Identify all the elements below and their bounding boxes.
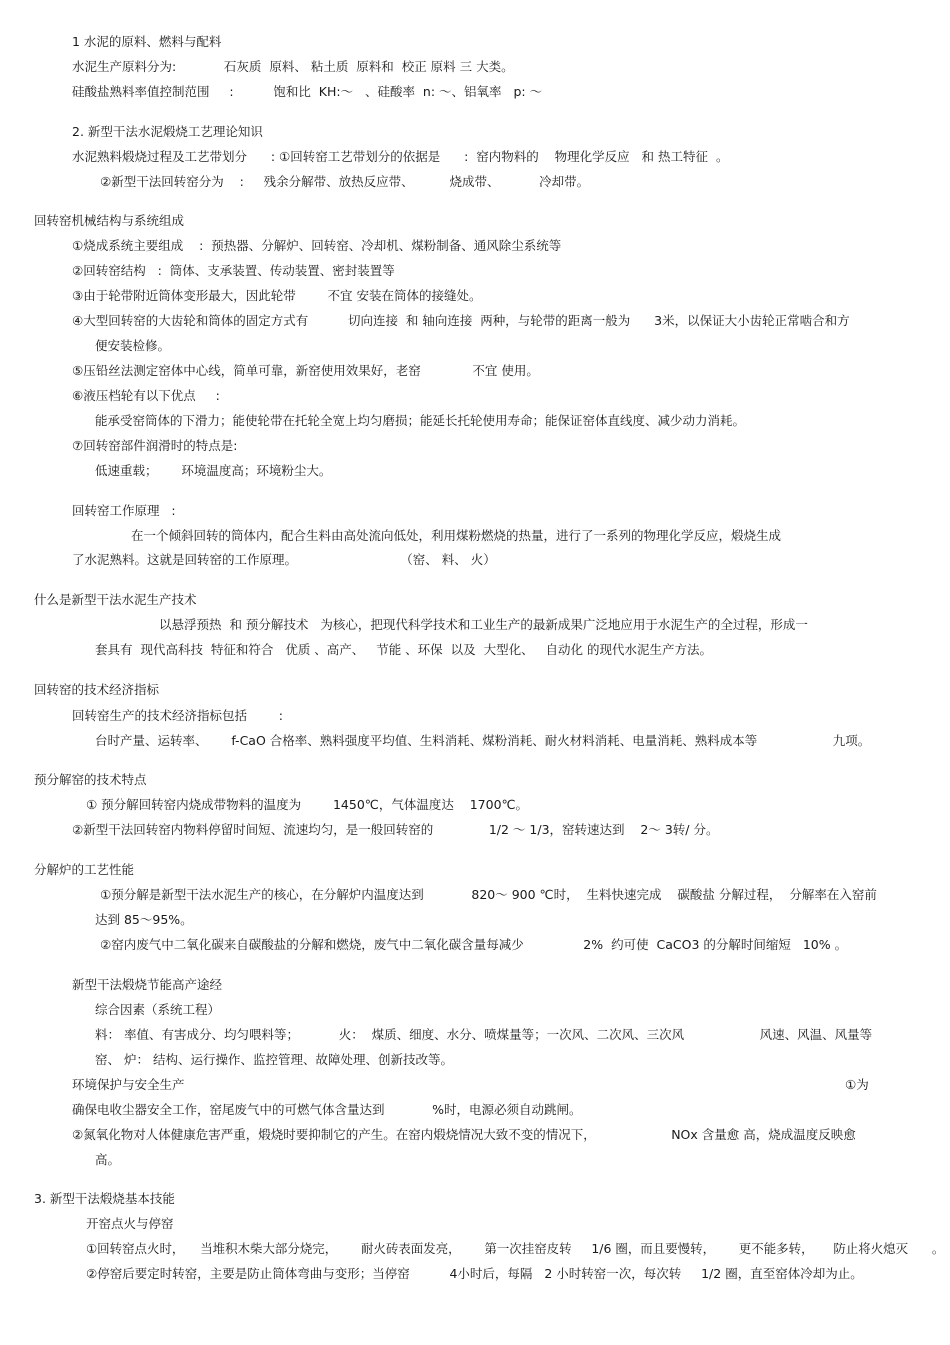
text-line <box>72 388 220 404</box>
text-line-content: 达到 85～95%。 <box>95 912 193 927</box>
text-line <box>95 413 745 429</box>
text-line <box>34 682 159 698</box>
text-line <box>72 1102 582 1118</box>
text-line-content: 2. 新型干法水泥煅烧工艺理论知识 <box>72 124 263 139</box>
text-line <box>72 822 718 838</box>
text-line <box>86 1241 944 1257</box>
text-line-content: 新型干法煅烧节能高产途经 <box>72 977 223 992</box>
text-line-content: ① 预分解回转窑内烧成带物料的温度为 1450℃，气体温度达 1700℃。 <box>86 797 529 812</box>
text-line <box>72 238 561 254</box>
text-line-content: 回转窑机械结构与系统组成 <box>34 213 185 228</box>
text-line <box>72 149 728 165</box>
text-line <box>72 708 283 724</box>
text-line-content: 料： 率值、有害成分、均匀喂料等； 火： 煤质、细度、水分、喷煤量等；一次风、二次风、三次风 风速、风温、风量等 <box>95 1027 873 1042</box>
text-line-content: 硅酸盐熟料率值控制范围 : 饱和比 KH:～ 、硅酸率 n: ～、铝氧率 p: ～ <box>72 84 543 99</box>
text-line <box>34 592 197 608</box>
text-line <box>95 463 331 479</box>
text-line-content: 了水泥熟料。这就是回转窑的工作原理。 （窑、 料、 火） <box>72 552 496 567</box>
text-line <box>95 912 193 928</box>
text-line-content: 能承受窑筒体的下滑力；能使轮带在托轮全宽上均匀磨损；能延长托轮使用寿命；能保证窑体直线度、减少动力消耗。 <box>95 413 746 428</box>
text-line <box>72 552 496 568</box>
text-line-content: ⑤压铅丝法测定窑体中心线，简单可靠，新窑使用效果好，老窑 不宜 使用。 <box>72 363 539 378</box>
text-line-content: 什么是新型干法水泥生产技术 <box>34 592 197 607</box>
text-line <box>95 1002 220 1018</box>
text-line-content: 预分解窑的技术特点 <box>34 772 147 787</box>
text-line <box>72 363 539 379</box>
text-line-content: ①烧成系统主要组成 : 预热器、分解炉、回转窑、冷却机、煤粉制备、通风除尘系统等 <box>72 238 562 253</box>
text-line <box>86 797 528 813</box>
text-line <box>95 733 870 749</box>
text-line <box>100 937 847 953</box>
text-line-content: 在一个倾斜回转的筒体内，配合生料由高处流向低处，利用煤粉燃烧的热量，进行了一系列的物理化学反应，煅烧生成 <box>131 528 782 543</box>
text-line <box>72 288 481 304</box>
text-line-content: 便安装检修。 <box>95 338 171 353</box>
text-line <box>72 34 221 50</box>
text-line-content: 回转窑生产的技术经济指标包括 : <box>72 708 283 723</box>
text-line <box>72 313 850 329</box>
text-line-content: 分解炉的工艺性能 <box>34 862 135 877</box>
text-line-content: 回转窑的技术经济指标 <box>34 682 160 697</box>
text-line-content: 3. 新型干法煅烧基本技能 <box>34 1191 175 1206</box>
text-line-content: ①为 <box>845 1077 869 1092</box>
text-line <box>95 1052 453 1068</box>
text-line <box>34 1191 175 1207</box>
text-line <box>86 1266 863 1282</box>
text-line-content: 综合因素（系统工程） <box>95 1002 221 1017</box>
text-line-content: ②停窑后要定时转窑，主要是防止筒体弯曲与变形；当停窑 4小时后，每隔 2 小时转窑一次，每次转 1/2 圈，直至窑体冷却为止。 <box>86 1266 863 1281</box>
text-line <box>72 503 176 519</box>
text-line <box>86 1216 174 1232</box>
text-line <box>72 263 395 279</box>
text-line-content: ②氮氧化物对人体健康危害严重，煅烧时要抑制它的产生。在窑内煅烧情况大致不变的情况下， NOx 含量愈 高，烧成温度反映愈 <box>72 1127 856 1142</box>
text-line <box>72 84 542 100</box>
text-line-content: ⑦回转窑部件润滑时的特点是: <box>72 438 238 453</box>
text-line-content: 确保电收尘器安全工作，窑尾废气中的可燃气体含量达到 %时，电源必须自动跳闸。 <box>72 1102 582 1117</box>
text-line-content: 水泥生产原料分为: 石灰质 原料、 粘土质 原料和 校正 原料 三 大类。 <box>72 59 514 74</box>
text-line-content: ②窑内废气中二氧化碳来自碳酸盐的分解和燃烧，废气中二氧化碳含量每减少 2% 约可使 CaCO3 的分解时间缩短 10% 。 <box>100 937 848 952</box>
text-line <box>34 772 147 788</box>
text-line-content: ②新型干法回转窑分为 : 残余分解带、放热反应带、 烧成带、 冷却带。 <box>100 174 590 189</box>
text-line-content: 窑、 炉： 结构、运行操作、监控管理、故障处理、创新技改等。 <box>95 1052 453 1067</box>
text-line-content: 台时产量、运转率、 f-CaO 合格率、熟料强度平均值、生料消耗、煤粉消耗、耐火材料消耗、电量消耗、熟料成本等 九项。 <box>95 733 871 748</box>
text-line <box>95 1027 872 1043</box>
text-line-content: 1 水泥的原料、燃料与配料 <box>72 34 222 49</box>
text-line-content: ②回转窑结构 : 筒体、支承装置、传动装置、密封装置等 <box>72 263 395 278</box>
text-line <box>72 59 514 75</box>
text-line-content: 高。 <box>95 1152 121 1167</box>
text-line-content: ①预分解是新型干法水泥生产的核心，在分解炉内温度达到 820～ 900 ℃时， 生料快速完成 碳酸盐 分解过程， 分解率在入窑前 <box>100 887 877 902</box>
text-line <box>72 977 222 993</box>
text-line-content: ②新型干法回转窑内物料停留时间短、流速均匀，是一般回转窑的 1/2 ～ 1/3，窑转速达到 2～ 3转/ 分。 <box>72 822 719 837</box>
text-line <box>34 213 184 229</box>
text-line <box>100 887 877 903</box>
text-line <box>72 124 263 140</box>
text-line <box>72 438 237 454</box>
text-line <box>95 1152 120 1168</box>
text-line-content: 环境保护与安全生产 <box>72 1077 185 1092</box>
text-line <box>72 1077 185 1093</box>
text-line-content: ⑥液压档轮有以下优点 : <box>72 388 220 403</box>
text-line <box>131 528 781 544</box>
text-line <box>159 617 808 633</box>
text-line <box>95 338 170 354</box>
text-line-content: 水泥熟料煅烧过程及工艺带划分 : ①回转窑工艺带划分的依据是 : 窑内物料的 物理化学反应 和 热工特征 。 <box>72 149 729 164</box>
text-line-content: ①回转窑点火时， 当堆积木柴大部分烧完， 耐火砖表面发亮， 第一次挂窑皮转 1/6 圈，而且要慢转， 更不能多转， 防止将火熄灭 。 <box>86 1241 945 1256</box>
text-line <box>845 1077 869 1093</box>
text-line <box>100 174 589 190</box>
text-line-content: 回转窑工作原理 : <box>72 503 176 518</box>
text-line <box>72 1127 856 1143</box>
text-line <box>34 862 134 878</box>
text-line-content: 低速重载； 环境温度高；环境粉尘大。 <box>95 463 332 478</box>
text-line-content: ③由于轮带附近筒体变形最大，因此轮带 不宜 安装在筒体的接缝处。 <box>72 288 482 303</box>
text-line-content: ④大型回转窑的大齿轮和筒体的固定方式有 切向连接 和 轴向连接 两种，与轮带的距离一般为 3米，以保证大小齿轮正常啮合和方 <box>72 313 850 328</box>
text-line-content: 套具有 现代高科技 特征和符合 优质 、高产、 节能 、环保 以及 大型化、 自动化 的现代水泥生产方法。 <box>95 642 712 657</box>
text-line-content: 开窑点火与停窑 <box>86 1216 174 1231</box>
text-line <box>95 642 712 658</box>
text-line-content: 以悬浮预热 和 预分解技术 为核心，把现代科学技术和工业生产的最新成果广泛地应用于水泥生产的全过程，形成一 <box>159 617 808 632</box>
